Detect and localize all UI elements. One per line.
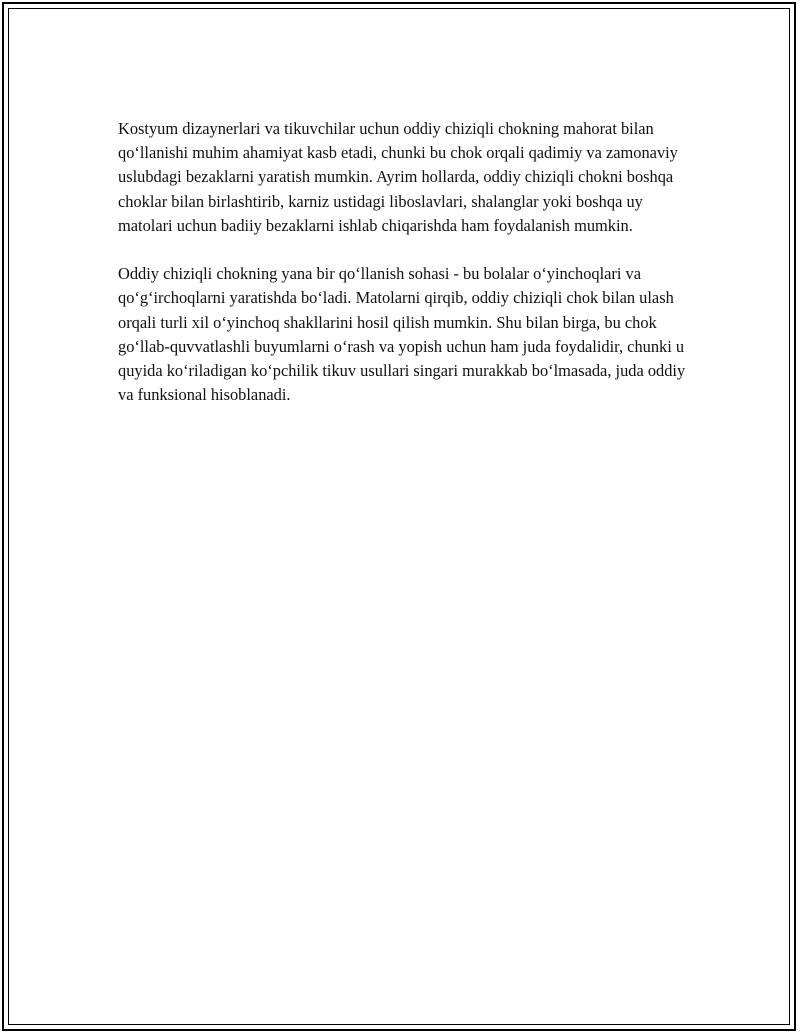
paragraph: Kostyum dizaynerlari va tikuvchilar uchun oddiy chiziqli chokning mahorat bilan qoʻllanishi muhim ahamiyat kasb etadi, chunki bu chok orqali qadimiy va zamonaviy uslubdagi bezaklarni yaratish mumkin. Ayrim hollarda, oddiy chiziqli chokni boshqa choklar bilan birlashtirib, karniz ustidagi liboslavlari, shalanglar yoki boshqa uy matolari uchun badiiy bezaklarni ishlab chiqarishda ham foydalanish mumkin. bbox=[118, 119, 678, 235]
document-body bbox=[118, 117, 692, 432]
paragraph: Oddiy chiziqli chokning yana bir qoʻllanish sohasi - bu bolalar oʻyinchoqlari va qoʻgʻirchoqlarni yaratishda boʻladi. Matolarni qirqib, oddiy chiziqli chok bilan ulash orqali turli xil oʻyinchoq shakllarini hosil qilish mumkin. Shu bilan birga, bu chok goʻllab-quvvatlashli buyumlarni oʻrash va yopish uchun ham juda foydalidir, chunki u quyida koʻriladigan koʻpchilik tikuv usullari singari murakkab boʻlmasada, juda oddiy va funksional hisoblanadi. bbox=[118, 264, 686, 405]
